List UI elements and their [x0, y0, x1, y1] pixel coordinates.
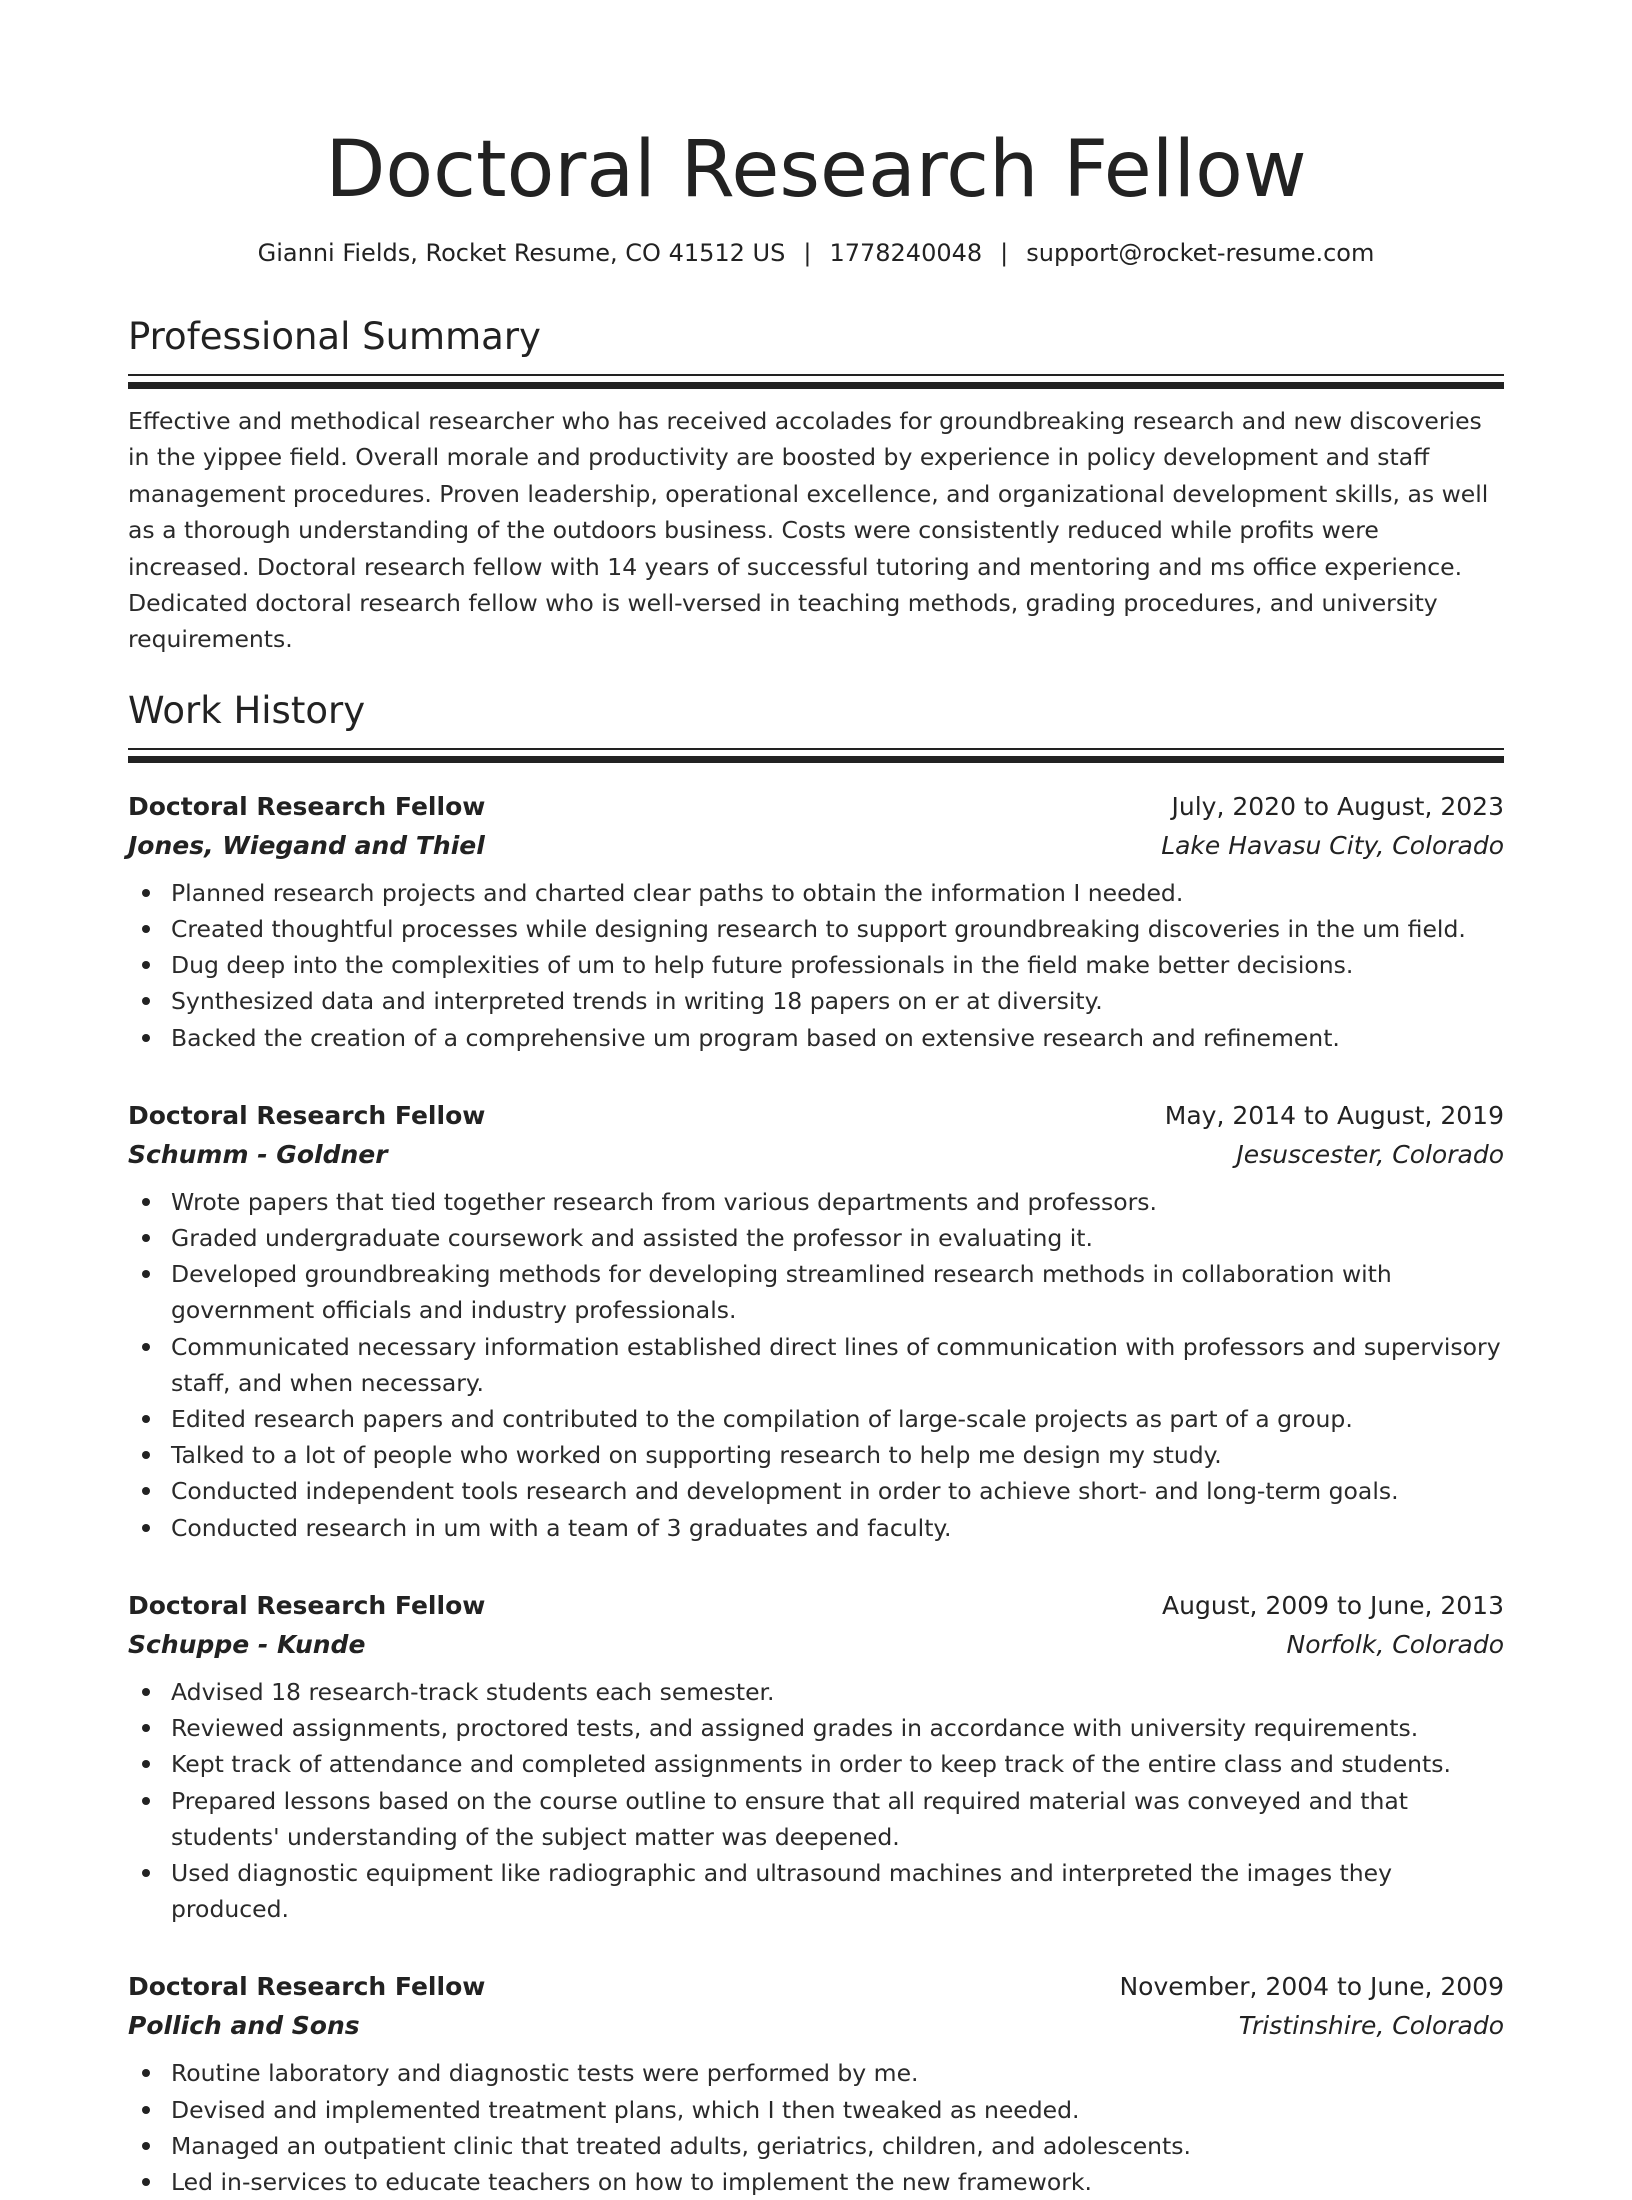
job-company: Jones, Wiegand and Thiel	[128, 830, 485, 860]
section-heading: Work History	[128, 688, 366, 732]
job-bullet-text: Used diagnostic equipment like radiographic and ultrasound machines and interpreted the images they produced.	[171, 1858, 1393, 1924]
job-subheader-row	[128, 1625, 1504, 1664]
job-bullet-text: Devised and implemented treatment plans, which I then tweaked as needed.	[171, 2095, 1080, 2124]
job-location: Norfolk, Colorado	[1286, 1629, 1504, 1659]
job-bullet	[128, 947, 1504, 983]
job-bullet-text: Conducted research in um with a team of 3 graduates and faculty.	[171, 1513, 952, 1542]
bullet-dot-icon	[142, 1198, 150, 1206]
contact-phone: 1778240048	[829, 239, 983, 267]
job-bullet	[128, 1855, 1504, 1927]
job-entry	[128, 1586, 1504, 1927]
job-bullet-text: Routine laboratory and diagnostic tests were performed by me.	[171, 2059, 919, 2088]
job-subheader-row	[128, 2006, 1504, 2045]
job-bullet	[128, 1401, 1504, 1437]
work-history-section	[128, 686, 1504, 2200]
job-title: Doctoral Research Fellow	[128, 1972, 486, 2002]
bullet-dot-icon	[142, 1343, 150, 1351]
job-title: Doctoral Research Fellow	[128, 791, 486, 821]
job-location: Jesuscester, Colorado	[1236, 1139, 1504, 1169]
section-divider-thick	[128, 756, 1504, 763]
job-dates: May, 2014 to August, 2019	[1164, 1100, 1504, 1130]
job-bullet	[128, 875, 1504, 911]
bullet-dot-icon	[142, 1688, 150, 1696]
job-header-row	[128, 1967, 1504, 2006]
bullet-dot-icon	[142, 2069, 150, 2077]
job-bullet-text: Synthesized data and interpreted trends in writing 18 papers on er at diversity.	[171, 987, 1103, 1016]
section-divider-thin	[128, 748, 1504, 750]
job-bullet-text: Advised 18 research-track students each semester.	[171, 1677, 775, 1706]
job-bullet-text: Led in-services to educate teachers on how to implement the new framework.	[171, 2167, 1092, 2196]
bullet-dot-icon	[142, 1760, 150, 1768]
summary-paragraph: Effective and methodical researcher who has received accolades for groundbreaking research and new discoveries in the yippee field. Overall morale and productivity are boosted by experience in policy development and staff management procedures. Proven leadership, operational excellence, and organizational development skills, as well as a thorough understanding of the outdoors business. Costs were consistently reduced while profits were increased. Doctoral research fellow with 14 years of successful tutoring and mentoring and ms office experience. Dedicated doctoral research fellow who is well-versed in teaching methods, grading procedures, and university requirements.	[128, 407, 1489, 654]
job-bullet	[128, 983, 1504, 1019]
resume-title: Doctoral Research Fellow	[325, 125, 1307, 215]
job-entry	[128, 787, 1504, 1056]
job-bullet-text: Talked to a lot of people who worked on supporting research to help me design my study.	[171, 1441, 1222, 1470]
job-bullet-text: Edited research papers and contributed to the compilation of large-scale projects as part of a group.	[171, 1405, 1353, 1434]
job-bullet	[128, 1473, 1504, 1509]
resume-page	[128, 0, 1504, 2200]
bullet-dot-icon	[142, 1234, 150, 1242]
bullet-dot-icon	[142, 1797, 150, 1805]
contact-separator: |	[1000, 239, 1009, 267]
contact-separator: |	[803, 239, 812, 267]
job-bullet-text: Managed an outpatient clinic that treated adults, geriatrics, children, and adolescents.	[171, 2131, 1191, 2160]
job-bullet	[128, 911, 1504, 947]
job-bullet-text: Wrote papers that tied together research from various departments and professors.	[171, 1187, 1157, 1216]
job-entry	[128, 1967, 1504, 2200]
bullet-dot-icon	[142, 1415, 150, 1423]
job-bullet	[128, 1674, 1504, 1710]
job-bullet	[128, 1437, 1504, 1473]
job-dates: August, 2009 to June, 2013	[1162, 1590, 1504, 1620]
bullet-dot-icon	[142, 2142, 150, 2150]
job-bullet-list	[128, 1674, 1504, 1927]
job-bullet-text: Developed groundbreaking methods for developing streamlined research methods in collaboration with government officials and industry professionals.	[171, 1260, 1392, 1325]
job-title: Doctoral Research Fellow	[128, 1100, 486, 1130]
section-divider-thick	[128, 382, 1504, 389]
job-bullet-text: Conducted independent tools research and development in order to achieve short- and long-term goals.	[171, 1477, 1399, 1506]
bullet-dot-icon	[142, 1451, 150, 1459]
contact-line	[128, 236, 1504, 270]
job-bullet	[128, 1329, 1504, 1401]
bullet-dot-icon	[142, 2178, 150, 2186]
job-bullet	[128, 1710, 1504, 1746]
job-header-row	[128, 787, 1504, 826]
section-heading: Professional Summary	[128, 315, 541, 358]
section-divider-thin	[128, 374, 1504, 376]
job-bullet	[128, 2164, 1504, 2200]
bullet-dot-icon	[142, 961, 150, 969]
bullet-dot-icon	[142, 1869, 150, 1877]
job-bullet-text: Prepared lessons based on the course outline to ensure that all required material was conveyed and that students' understanding of the subject matter was deepened.	[171, 1786, 1408, 1851]
job-company: Schumm - Goldner	[128, 1139, 388, 1169]
job-bullet	[128, 2092, 1504, 2128]
job-bullet-text: Reviewed assignments, proctored tests, and assigned grades in accordance with university requirements.	[171, 1714, 1419, 1743]
job-bullet	[128, 2055, 1504, 2091]
job-bullet-text: Planned research projects and charted clear paths to obtain the information I needed.	[171, 878, 1184, 907]
job-bullet	[128, 1184, 1504, 1220]
job-bullet-list	[128, 875, 1504, 1056]
job-company: Schuppe - Kunde	[128, 1629, 366, 1659]
bullet-dot-icon	[142, 1034, 150, 1042]
bullet-dot-icon	[142, 2106, 150, 2114]
job-subheader-row	[128, 826, 1504, 865]
job-bullet	[128, 2128, 1504, 2164]
job-bullet-text: Dug deep into the complexities of um to help future professionals in the field make better decisions.	[171, 951, 1354, 980]
job-dates: November, 2004 to June, 2009	[1119, 1972, 1504, 2002]
contact-email: support@rocket-resume.com	[1026, 239, 1375, 267]
job-location: Lake Havasu City, Colorado	[1161, 830, 1504, 860]
professional-summary-section	[128, 312, 1504, 658]
job-location: Tristinshire, Colorado	[1238, 2011, 1504, 2041]
contact-address: Gianni Fields, Rocket Resume, CO 41512 US	[257, 239, 786, 267]
bullet-dot-icon	[142, 1487, 150, 1495]
bullet-dot-icon	[142, 1524, 150, 1532]
bullet-dot-icon	[142, 1724, 150, 1732]
job-title: Doctoral Research Fellow	[128, 1590, 486, 1620]
bullet-dot-icon	[142, 925, 150, 933]
job-bullet-list	[128, 1184, 1504, 1546]
job-bullet-text: Created thoughtful processes while designing research to support groundbreaking discoveries in the um field.	[171, 915, 1466, 944]
job-bullet-list	[128, 2055, 1504, 2200]
job-bullet	[128, 1220, 1504, 1256]
job-header-row	[128, 1586, 1504, 1625]
job-bullet-text: Communicated necessary information established direct lines of communication with professors and supervisory staff, and when necessary.	[171, 1332, 1501, 1397]
bullet-dot-icon	[142, 997, 150, 1005]
job-subheader-row	[128, 1135, 1504, 1174]
job-bullet	[128, 1020, 1504, 1056]
job-entry	[128, 1096, 1504, 1546]
job-bullet	[128, 1746, 1504, 1782]
job-bullet	[128, 1256, 1504, 1328]
job-dates: July, 2020 to August, 2023	[1171, 791, 1504, 821]
job-bullet	[128, 1783, 1504, 1855]
job-company: Pollich and Sons	[128, 2011, 360, 2041]
job-header-row	[128, 1096, 1504, 1135]
bullet-dot-icon	[142, 889, 150, 897]
job-bullet-text: Graded undergraduate coursework and assisted the professor in evaluating it.	[171, 1224, 1093, 1253]
job-bullet	[128, 1510, 1504, 1546]
job-bullet-text: Kept track of attendance and completed assignments in order to keep track of the entire class and students.	[171, 1750, 1451, 1779]
bullet-dot-icon	[142, 1270, 150, 1278]
job-bullet-text: Backed the creation of a comprehensive um program based on extensive research and refinement.	[171, 1023, 1340, 1052]
